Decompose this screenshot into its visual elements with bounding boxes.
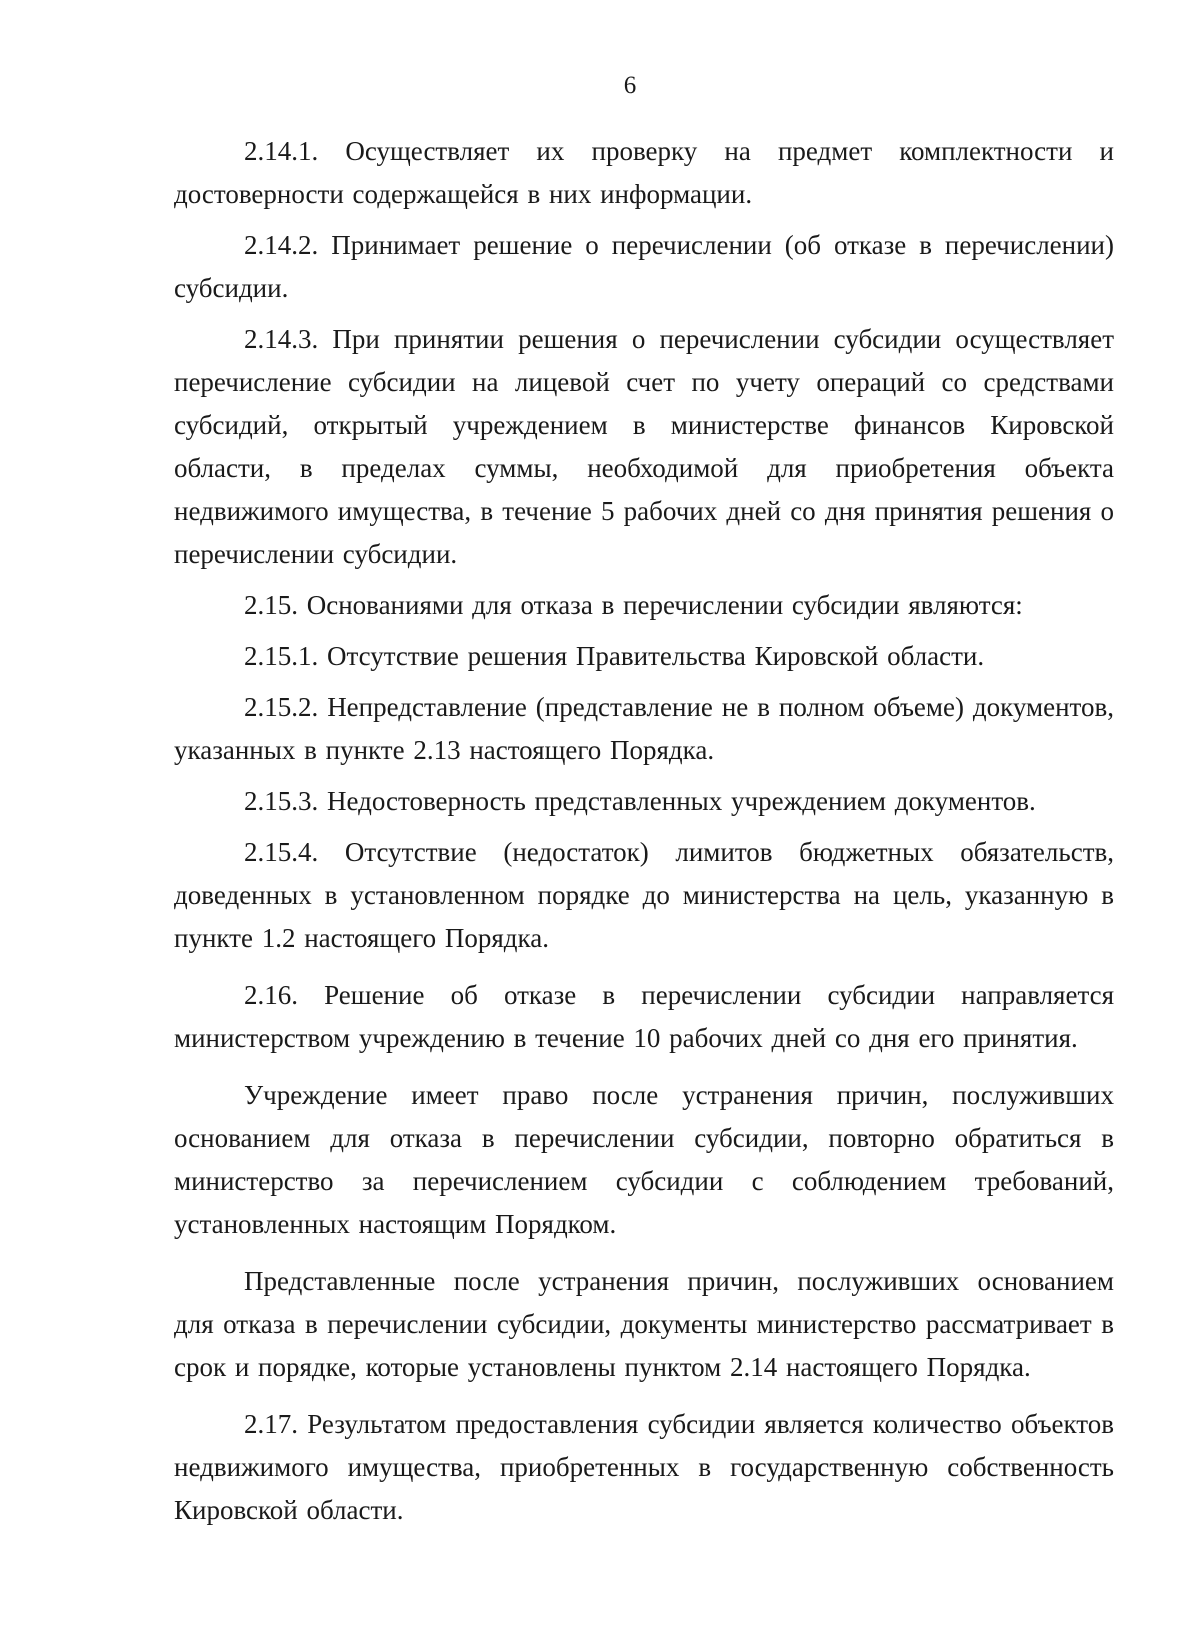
paragraph-2-15: 2.15. Основаниями для отказа в перечислении субсидии являются: [244, 590, 1023, 620]
paragraph-2-16: 2.16. Решение об отказе в перечислении субсидии направляется министерством учреждению в течение 10 рабочих дней со дня его принятия. [174, 980, 1114, 1053]
document-body [174, 130, 1114, 1540]
paragraph-2-15-2: 2.15.2. Непредставление (представление не в полном объеме) документов, указанных в пункте 2.13 настоящего Порядка. [174, 692, 1114, 765]
paragraph-2-15-4: 2.15.4. Отсутствие (недостаток) лимитов бюджетных обязательств, доведенных в установленном порядке до министерства на цель, указанную в пункте 1.2 настоящего Порядка. [174, 837, 1114, 953]
paragraph-resubmission-right: Учреждение имеет право после устранения причин, послуживших основанием для отказа в перечислении субсидии, повторно обратиться в министерство за перечислением субсидии с соблюдением требований, установленных настоящим Порядком. [174, 1080, 1114, 1239]
paragraph-2-14-2: 2.14.2. Принимает решение о перечислении (об отказе в перечислении) субсидии. [174, 230, 1114, 303]
paragraph-2-15-3: 2.15.3. Недостоверность представленных учреждением документов. [244, 786, 1036, 816]
paragraph-2-14-3: 2.14.3. При принятии решения о перечислении субсидии осуществляет перечисление субсидии на лицевой счет по учету операций со средствами субсидий, открытый учреждением в министерстве финансов Кировской области, в пределах суммы, необходимой для приобретения объекта недвижимого имущества, в течение 5 рабочих дней со дня принятия решения о перечислении субсидии. [174, 324, 1114, 569]
page-number: 6 [623, 72, 637, 99]
paragraph-2-17: 2.17. Результатом предоставления субсидии является количество объектов недвижимого имущества, приобретенных в государственную собственность Кировской области. [174, 1409, 1114, 1525]
paragraph-2-15-1: 2.15.1. Отсутствие решения Правительства Кировской области. [244, 641, 985, 671]
paragraph-2-14-1: 2.14.1. Осуществляет их проверку на предмет комплектности и достоверности содержащейся в них информации. [174, 136, 1114, 209]
paragraph-resubmitted-documents: Представленные после устранения причин, послуживших основанием для отказа в перечислении субсидии, документы министерство рассматривает в срок и порядке, которые установлены пунктом 2.14 настоящего Порядка. [174, 1266, 1114, 1382]
